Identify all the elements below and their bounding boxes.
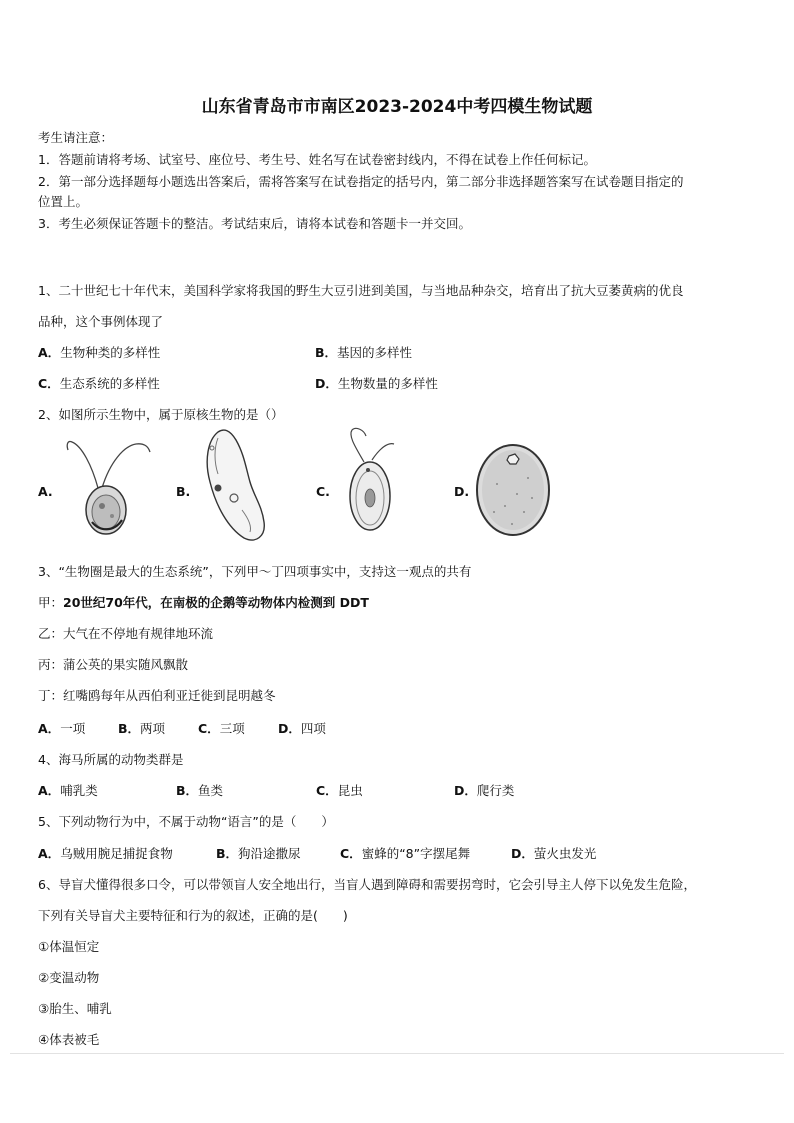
q1-option-c[interactable]: C．生态系统的多样性 <box>38 376 160 391</box>
q2-option-a[interactable]: A. <box>38 484 53 499</box>
q1-stem-cont: 品种，这个事例体现了 <box>38 314 164 329</box>
q5-option-d[interactable]: D．萤火虫发光 <box>511 846 597 861</box>
notice-item: 2．第一部分选择题每小题选出答案后，需将答案写在试卷指定的括号内，第二部分非选择题答案写在试卷题目指定的 <box>38 174 684 189</box>
q4-option-a[interactable]: A．哺乳类 <box>38 783 98 798</box>
q4-stem: 4、海马所属的动物类群是 <box>38 752 184 767</box>
q1-option-b[interactable]: B．基因的多样性 <box>315 345 413 360</box>
q3-option-c[interactable]: C．三项 <box>198 721 245 736</box>
notice-item: 位置上。 <box>38 194 89 209</box>
flagellate-icon <box>62 436 158 540</box>
euglena-icon <box>334 426 406 538</box>
q6-stem: 6、导盲犬懂得很多口令，可以带领盲人安全地出行，当盲人遇到障碍和需要拐弯时，它会引导主人停下以免发生危险， <box>38 877 696 892</box>
q6-item: ④体表被毛 <box>38 1032 100 1047</box>
page-bottom-divider <box>10 1053 784 1054</box>
notice-item: 3．考生必须保证答题卡的整洁。考试结束后，请将本试卷和答题卡一并交回。 <box>38 216 471 231</box>
q2-stem: 2、如图所示生物中，属于原核生物的是（） <box>38 407 284 422</box>
exam-title: 山东省青岛市市南区2023-2024中考四模生物试题 <box>201 97 593 117</box>
q2-option-c[interactable]: C. <box>316 484 330 499</box>
q3-fact-jia: 甲：20世纪70年代，在南极的企鹅等动物体内检测到 DDT <box>38 595 369 610</box>
q3-fact-yi: 乙：大气在不停地有规律地环流 <box>38 626 214 641</box>
q3-option-a[interactable]: A．一项 <box>38 721 86 736</box>
q1-stem: 1、二十世纪七十年代末，美国科学家将我国的野生大豆引进到美国，与当地品种杂交，培育出了抗大豆萎黄病的优良 <box>38 283 684 298</box>
q2-option-d[interactable]: D. <box>454 484 470 499</box>
q3-option-b[interactable]: B．两项 <box>118 721 166 736</box>
notice-heading: 考生请注意： <box>38 130 114 145</box>
q4-option-c[interactable]: C．昆虫 <box>316 783 363 798</box>
paramecium-icon <box>196 426 276 544</box>
q6-item: ①体温恒定 <box>38 939 100 954</box>
notice-item: 1．答题前请将考场、试室号、座位号、考生号、姓名写在试卷密封线内，不得在试卷上作任何标记。 <box>38 152 596 167</box>
q3-fact-ding: 丁：红嘴鸥每年从西伯利亚迁徙到昆明越冬 <box>38 688 276 703</box>
q5-stem: 5、下列动物行为中，不属于动物“语言”的是（ ） <box>38 814 334 829</box>
q4-option-d[interactable]: D．爬行类 <box>454 783 515 798</box>
q5-option-b[interactable]: B．狗沿途撒尿 <box>216 846 301 861</box>
bacterium-icon <box>472 440 554 540</box>
q6-item: ③胎生、哺乳 <box>38 1001 112 1016</box>
q4-option-b[interactable]: B．鱼类 <box>176 783 224 798</box>
q1-option-a[interactable]: A．生物种类的多样性 <box>38 345 161 360</box>
q5-option-a[interactable]: A．乌贼用腕足捕捉食物 <box>38 846 173 861</box>
q3-stem: 3、“生物圈是最大的生态系统”，下列甲～丁四项事实中，支持这一观点的共有 <box>38 564 472 579</box>
q6-item: ②变温动物 <box>38 970 100 985</box>
q2-option-b[interactable]: B. <box>176 484 191 499</box>
q1-option-d[interactable]: D．生物数量的多样性 <box>315 376 438 391</box>
q5-option-c[interactable]: C．蜜蜂的“8”字摆尾舞 <box>340 846 471 861</box>
q6-stem-cont: 下列有关导盲犬主要特征和行为的叙述，正确的是( ) <box>38 908 348 923</box>
q3-fact-bing: 丙：蒲公英的果实随风飘散 <box>38 657 189 672</box>
q3-option-d[interactable]: D．四项 <box>278 721 326 736</box>
